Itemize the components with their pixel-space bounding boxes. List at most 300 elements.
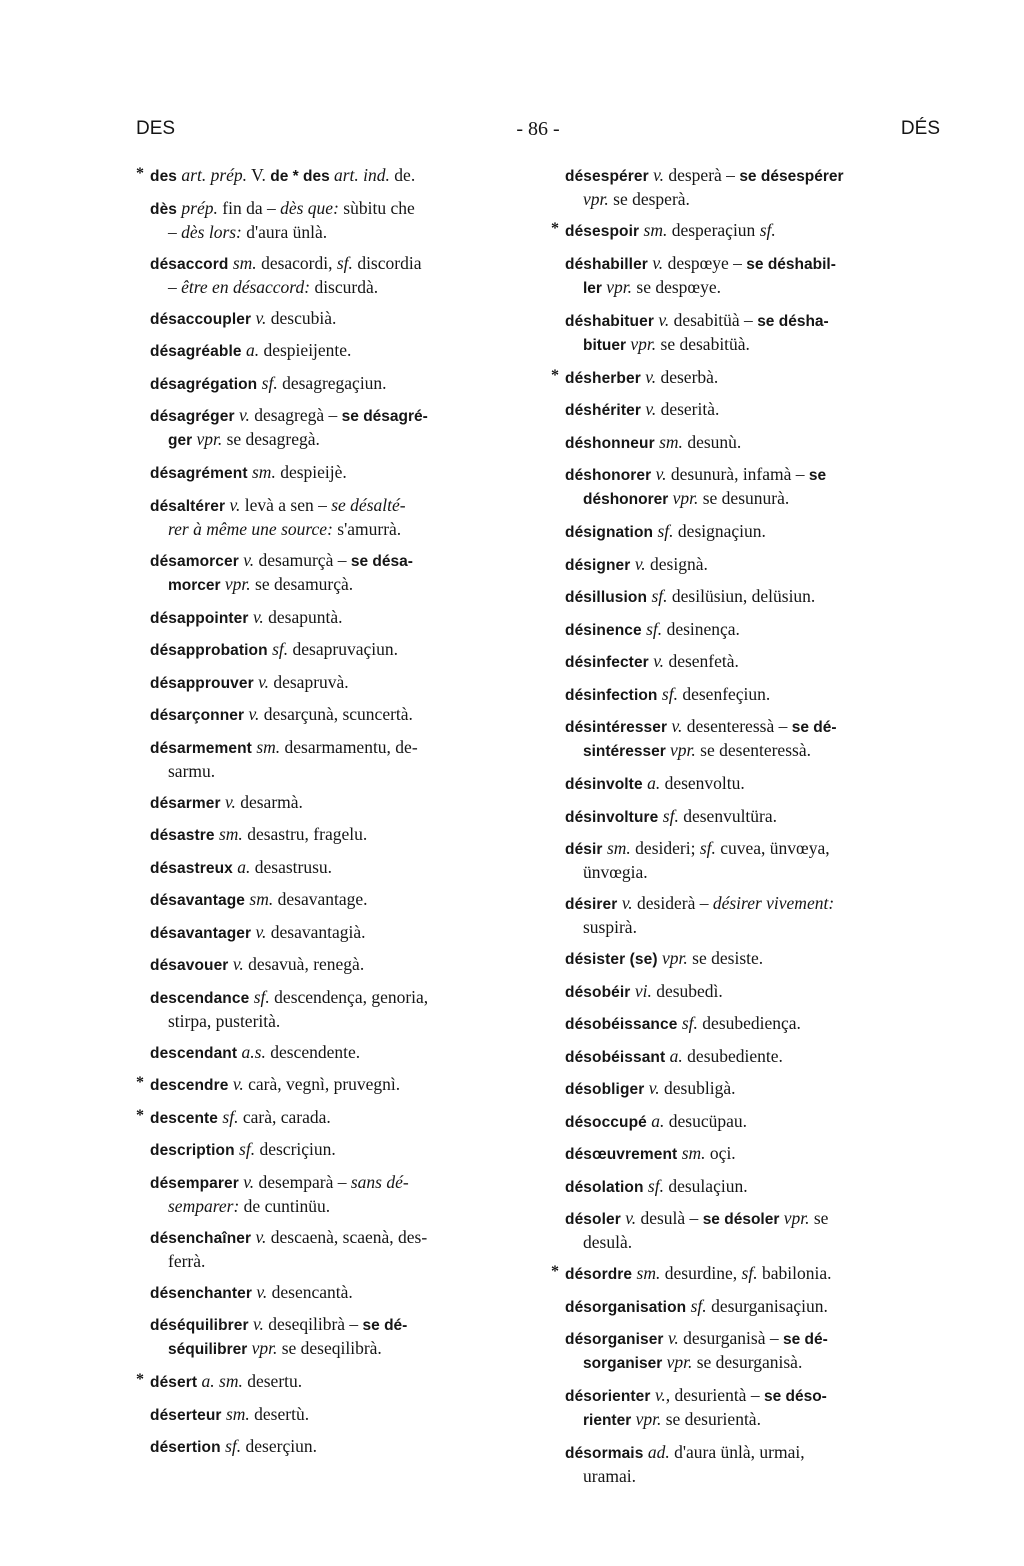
bold-phrase: sorganiser: [583, 1355, 667, 1372]
definition-text: desapruvà.: [268, 671, 349, 692]
definition-text: desenfeçiun.: [677, 683, 771, 704]
dictionary-entry: [565, 1012, 950, 1036]
definition-text: descendença, genoria,: [269, 986, 429, 1007]
italic-text: sf.: [272, 639, 289, 659]
definition-text: desarmà.: [235, 791, 303, 812]
entry-continuation-line: [150, 221, 530, 243]
italic-text: sf.: [225, 1436, 242, 1456]
dictionary-entry: [150, 339, 530, 363]
italic-text: sf.: [253, 986, 270, 1007]
headword: désert: [150, 1374, 202, 1391]
definition-text: desagregà –: [249, 405, 342, 425]
italic-text: a.: [647, 773, 661, 793]
entry-line: [150, 1172, 409, 1192]
definition-text: desunù.: [682, 431, 742, 452]
entry-line: [565, 165, 844, 185]
dictionary-entry: [565, 1110, 950, 1134]
entry-continuation-line: [565, 1351, 950, 1375]
italic-text: vpr.: [670, 740, 696, 760]
italic-text: sf.: [336, 252, 353, 273]
entry-line: [565, 399, 719, 419]
italic-text: sf.: [661, 683, 678, 704]
headword: désormais: [565, 1445, 648, 1462]
definition-text: desulà –: [636, 1208, 703, 1228]
entry-line: [150, 550, 413, 570]
headword: désorganisation: [565, 1298, 691, 1316]
headword: désespoir: [565, 223, 644, 240]
entry-line: [150, 1139, 336, 1159]
page-number: - 86 -: [516, 118, 560, 140]
definition-text: deserçiun.: [241, 1436, 317, 1456]
bold-phrase: se désagré-: [341, 408, 428, 425]
italic-text: vpr.: [606, 276, 633, 297]
italic-text: vpr.: [635, 1409, 662, 1429]
dictionary-entry: [565, 520, 950, 544]
italic-text: v.: [645, 399, 657, 419]
dictionary-entry: [565, 585, 950, 609]
headword: description: [150, 1142, 240, 1159]
headword: désillusion: [565, 589, 652, 606]
italic-text: sm.: [636, 1263, 661, 1283]
italic-text: v.: [648, 1078, 660, 1098]
entry-continuation-line: [565, 1465, 950, 1487]
headword: désapprouver: [150, 674, 259, 692]
headword: déséquilibrer: [150, 1317, 254, 1334]
definition-text: se desperà.: [608, 189, 690, 209]
entry-line: [150, 987, 428, 1007]
dictionary-entry: [565, 1142, 950, 1166]
dictionary-entry: [150, 856, 530, 880]
definition-text: d'aura ünlà, urmai,: [669, 1442, 805, 1462]
definition-text: se desabitüà.: [656, 333, 750, 354]
definition-text: desapuntà.: [263, 606, 343, 627]
dictionary-entry: [150, 671, 530, 695]
italic-text: sm.: [643, 220, 668, 240]
entry-line: [565, 838, 830, 858]
definition-text: de.: [389, 165, 416, 185]
headword: descendre: [150, 1077, 233, 1094]
page-header: [136, 118, 940, 148]
italic-text: v.: [655, 464, 667, 484]
entry-line: [150, 1227, 427, 1247]
definition-text: s'amurrà.: [332, 518, 402, 539]
italic-text: prép.: [181, 197, 218, 218]
definition-text: despœye –: [663, 252, 747, 273]
headword: désolation: [565, 1178, 648, 1196]
dictionary-entry: [551, 219, 950, 243]
entry-continuation-line: [150, 1195, 530, 1217]
definition-text: desucüpau.: [664, 1110, 748, 1131]
definition-text: desunurà, infamà –: [666, 464, 809, 484]
headword: désorienter: [565, 1388, 655, 1405]
dictionary-entry: [565, 252, 950, 300]
headword: désappointer: [150, 609, 253, 627]
headword: désenchaîner: [150, 1229, 256, 1247]
dictionary-entry: [150, 888, 530, 912]
definition-text: se despœye.: [632, 276, 721, 297]
definition-text: desiderà –: [632, 893, 713, 913]
definition-text: desavantage.: [273, 889, 368, 909]
italic-text: v.: [671, 716, 683, 736]
definition-text: deserità.: [656, 399, 720, 419]
dictionary-entry: [565, 1327, 950, 1375]
dictionary-entry: [150, 1138, 530, 1162]
definition-text: de cuntinüu.: [239, 1195, 331, 1216]
italic-text: sf.: [741, 1263, 758, 1283]
headword: désavouer: [150, 957, 233, 974]
definition-text: stirpa, pusterità.: [168, 1010, 281, 1031]
headword: désaltérer: [150, 497, 230, 515]
headword: descendance: [150, 989, 254, 1007]
italic-text: v.: [256, 1281, 268, 1302]
headword: désorganiser: [565, 1331, 668, 1348]
definition-text: desubediença.: [697, 1013, 801, 1033]
italic-text: sm.: [681, 1143, 706, 1163]
dictionary-entry: [150, 736, 530, 782]
definition-text: desamurçà –: [254, 549, 351, 570]
dictionary-entry: [565, 892, 950, 938]
entry-line: [565, 684, 770, 704]
entry-line: [150, 1314, 407, 1334]
italic-text: v.: [238, 405, 250, 425]
entry-line: [150, 340, 351, 360]
dictionary-entry: [150, 1313, 530, 1361]
entry-continuation-line: [150, 1337, 530, 1361]
italic-text: v.: [225, 791, 236, 812]
dictionary-entry: [565, 553, 950, 577]
definition-text: se desurganisà.: [692, 1352, 803, 1372]
dictionary-entry: [150, 549, 530, 597]
definition-text: desastrusu.: [250, 856, 333, 877]
dictionary-entry: [565, 1045, 950, 1069]
headword: des: [150, 168, 182, 185]
italic-text: sf.: [239, 1139, 256, 1159]
bold-phrase: sintéresser: [583, 743, 671, 760]
dictionary-entry: [150, 1041, 530, 1065]
dictionary-entry: [565, 837, 950, 883]
italic-text: v.: [243, 549, 255, 570]
entry-line: [565, 773, 745, 793]
entry-continuation-line: [150, 518, 530, 540]
bold-phrase: séquilibrer: [168, 1341, 252, 1358]
dictionary-entry: [565, 1077, 950, 1101]
dictionary-entry: [150, 461, 530, 485]
entry-line: [150, 308, 336, 328]
dictionary-entry: [150, 307, 530, 331]
italic-text: v.: [229, 494, 241, 515]
headword: désapprobation: [150, 642, 273, 659]
italic-text: v.: [625, 1208, 637, 1228]
definition-text: desenteressà –: [682, 716, 792, 736]
italic-text: v.: [255, 921, 267, 942]
bold-phrase: se désa-: [350, 552, 413, 570]
headword: désaccoupler: [150, 310, 256, 328]
entry-line: [565, 1263, 831, 1283]
definition-text: suspirà.: [583, 917, 637, 937]
bold-phrase: de * des: [270, 168, 334, 185]
definition-text: desavantagià.: [266, 921, 366, 942]
italic-text: sans dé-: [350, 1171, 409, 1192]
definition-text: carà, carada.: [238, 1106, 331, 1127]
entry-line: [150, 857, 332, 877]
bold-phrase: morcer: [168, 576, 225, 594]
definition-text: desulaçiun.: [663, 1175, 748, 1196]
italic-text: sf.: [690, 1295, 707, 1316]
entry-line: [565, 806, 777, 826]
entry-continuation-line: [150, 276, 530, 298]
italic-text: sf.: [646, 618, 663, 639]
entry-star-marker: *: [551, 220, 559, 237]
headword: désobéissant: [565, 1048, 670, 1066]
dictionary-entry: [565, 772, 950, 796]
headword: désinvolture: [565, 808, 663, 826]
italic-text: art. prép.: [181, 165, 248, 185]
definition-text: despieijè.: [275, 462, 347, 482]
dictionary-entry: [565, 1175, 950, 1199]
headword: désinvolte: [565, 776, 648, 793]
dictionary-entry: [150, 953, 530, 977]
definition-text: se desenteressà.: [695, 740, 811, 760]
definition-text: se desagregà.: [222, 429, 320, 449]
italic-text: vpr.: [583, 189, 609, 209]
italic-text: art. ind.: [334, 165, 390, 185]
italic-text: v.: [255, 307, 267, 328]
dictionary-entry: [565, 683, 950, 707]
dictionary-entry: [136, 1106, 530, 1130]
italic-text: sf.: [759, 220, 776, 240]
bold-phrase: se: [808, 467, 827, 484]
italic-text: sf.: [651, 586, 668, 606]
dictionary-entry: [150, 1171, 530, 1217]
definition-text: d'aura ünlà.: [241, 221, 328, 242]
entry-line: [565, 1296, 828, 1316]
italic-text: a.s.: [241, 1041, 266, 1062]
dictionary-entry: [150, 1435, 530, 1459]
italic-text: sf.: [222, 1106, 239, 1127]
definition-text: desencantà.: [267, 1281, 353, 1302]
headword: descendant: [150, 1044, 242, 1062]
definition-text: designaçiun.: [673, 521, 766, 541]
dictionary-entry: [150, 404, 530, 452]
headword: désagrégation: [150, 375, 262, 393]
right-column: [551, 164, 950, 1496]
italic-text: se désalté-: [331, 494, 406, 515]
italic-text: rer à même une source:: [168, 518, 333, 539]
entry-line: [150, 737, 418, 757]
dictionary-entry: [565, 1384, 950, 1432]
headword: désordre: [565, 1266, 637, 1283]
entry-continuation-line: [565, 1408, 950, 1432]
italic-text: v.: [232, 1074, 244, 1094]
headword: désarmer: [150, 794, 226, 812]
entry-continuation-line: [565, 739, 950, 763]
headword: déshabiller: [565, 255, 653, 273]
entry-line: [565, 367, 718, 387]
definition-text: desubligà.: [659, 1078, 736, 1098]
headword: désintéresser: [565, 719, 672, 736]
definition-text: desulà.: [583, 1232, 633, 1252]
italic-text: a.: [651, 1110, 665, 1131]
entry-star-marker: *: [136, 1371, 144, 1388]
headword: désirer: [565, 896, 622, 913]
italic-text: vpr.: [630, 333, 657, 354]
headword: désarçonner: [150, 707, 249, 724]
dictionary-entry: [150, 703, 530, 727]
entry-line: [150, 792, 303, 812]
entry-star-marker: *: [136, 1074, 144, 1091]
dictionary-entry: [150, 494, 530, 540]
headword: désertion: [150, 1439, 226, 1456]
entry-line: [565, 464, 826, 484]
entry-continuation-line: [150, 760, 530, 782]
entry-line: [565, 253, 836, 273]
headword: désagrément: [150, 465, 252, 482]
italic-text: v.: [232, 954, 244, 974]
entry-line: [150, 253, 421, 273]
definition-text: desurientà –: [670, 1385, 764, 1405]
italic-text: vpr.: [666, 1352, 693, 1372]
entry-line: [565, 1442, 805, 1462]
bold-phrase: ger: [168, 432, 197, 449]
entry-line: [565, 1111, 747, 1131]
definition-text: desubedì.: [651, 980, 723, 1001]
definition-text: –: [168, 221, 182, 242]
italic-text: a.: [237, 856, 251, 877]
definition-text: designà.: [645, 553, 708, 574]
entry-star-marker: *: [136, 1106, 144, 1124]
entry-continuation-line: [565, 487, 950, 511]
entry-line: [150, 1436, 317, 1456]
definition-text: se deseqilibrà.: [277, 1338, 382, 1358]
definition-text: desertu.: [242, 1371, 303, 1391]
bold-phrase: rienter: [583, 1412, 636, 1429]
entry-line: [565, 432, 741, 452]
headword: déshonneur: [565, 434, 660, 452]
header-right-guideword: DÉS: [900, 118, 940, 139]
italic-text: a. sm.: [201, 1371, 243, 1391]
headword: désastreux: [150, 859, 238, 877]
definition-text: –: [168, 276, 182, 297]
headword: désarmement: [150, 739, 257, 757]
headword: désastre: [150, 827, 219, 844]
definition-text: desilüsiun, delüsiun.: [667, 586, 816, 606]
headword: désaccord: [150, 255, 233, 273]
italic-text: v.: [258, 671, 269, 692]
definition-text: cuvea, ünvœya,: [715, 838, 830, 858]
entry-line: [565, 554, 708, 574]
definition-text: se desiste.: [687, 948, 764, 968]
entry-star-marker: *: [551, 366, 559, 384]
italic-text: vpr.: [783, 1208, 810, 1228]
italic-text: v.: [252, 606, 264, 627]
definition-text: desagregaçiun.: [277, 372, 387, 393]
italic-text: v.: [658, 309, 670, 330]
definition-text: desperà –: [663, 165, 740, 185]
entry-line: [150, 462, 347, 482]
italic-text: vpr.: [251, 1338, 278, 1358]
headword: désoccupé: [565, 1113, 652, 1131]
definition-text: levà a sen –: [240, 494, 332, 515]
bold-phrase: se désespérer: [739, 168, 844, 185]
headword: désagréable: [150, 343, 246, 360]
italic-text: v.: [255, 1226, 267, 1247]
dictionary-entry: [565, 650, 950, 674]
definition-text: deserbà.: [656, 366, 719, 387]
definition-text: se desurientà.: [661, 1409, 761, 1429]
entry-line: [150, 1282, 353, 1302]
definition-text: descaenà, scaenà, des-: [266, 1226, 428, 1247]
headword: déshabituer: [565, 312, 659, 330]
definition-text: desertù.: [249, 1403, 310, 1424]
entry-line: [565, 651, 739, 671]
dictionary-entry: [565, 805, 950, 829]
entry-line: [150, 607, 343, 627]
bold-phrase: se dé-: [362, 1317, 408, 1334]
dictionary-entry: [551, 1262, 950, 1286]
dictionary-entry: [565, 463, 950, 511]
entry-line: [150, 405, 428, 425]
entry-continuation-line: [565, 916, 950, 938]
italic-text: sf.: [662, 805, 679, 826]
headword: désemparer: [150, 1174, 244, 1192]
italic-text: sm.: [232, 252, 257, 273]
headword: désenchanter: [150, 1284, 257, 1302]
dictionary-entry: [150, 986, 530, 1032]
entry-line: [150, 922, 366, 942]
dictionary-entry: [136, 1073, 530, 1097]
headword: désavantage: [150, 892, 250, 909]
italic-text: sf.: [657, 521, 674, 541]
definition-text: uramai.: [583, 1466, 636, 1486]
entry-line: [565, 1208, 828, 1228]
entry-line: [565, 948, 763, 968]
definition-text: ünvœgia.: [583, 862, 648, 882]
headword: désoler: [565, 1211, 626, 1228]
entry-line: [565, 1143, 736, 1163]
headword: désœuvrement: [565, 1146, 682, 1163]
dictionary-entry: [150, 1226, 530, 1272]
bold-phrase: se désha-: [757, 312, 829, 330]
headword: désinfection: [565, 686, 662, 704]
dictionary-entry: [565, 1295, 950, 1319]
dictionary-entry: [565, 715, 950, 763]
italic-text: vpr.: [662, 948, 688, 968]
dictionary-entry: [150, 1281, 530, 1305]
entry-line: [150, 373, 387, 393]
definition-text: desarçunà, scuncertà.: [259, 704, 413, 724]
entry-line: [150, 889, 368, 909]
entry-line: [150, 165, 415, 185]
entry-continuation-line: [565, 188, 950, 210]
definition-text: ferrà.: [168, 1250, 206, 1271]
italic-text: a.: [669, 1045, 683, 1066]
definition-text: desastru, fragelu.: [242, 824, 368, 844]
bold-phrase: se déshabil-: [746, 255, 836, 273]
definition-text: se: [809, 1208, 829, 1228]
italic-text: v.: [243, 1171, 255, 1192]
entry-line: [150, 495, 406, 515]
headword: désignation: [565, 524, 658, 541]
definition-text: desurganisà –: [678, 1328, 783, 1348]
definition-text: sarmu.: [168, 760, 216, 781]
dictionary-entry: [565, 164, 950, 210]
headword: désespérer: [565, 168, 654, 185]
dictionary-entry: [565, 309, 950, 357]
italic-text: désirer vivement:: [712, 893, 835, 913]
entry-line: [150, 954, 364, 974]
dictionary-entry: [565, 618, 950, 642]
entry-line: [150, 1042, 360, 1062]
